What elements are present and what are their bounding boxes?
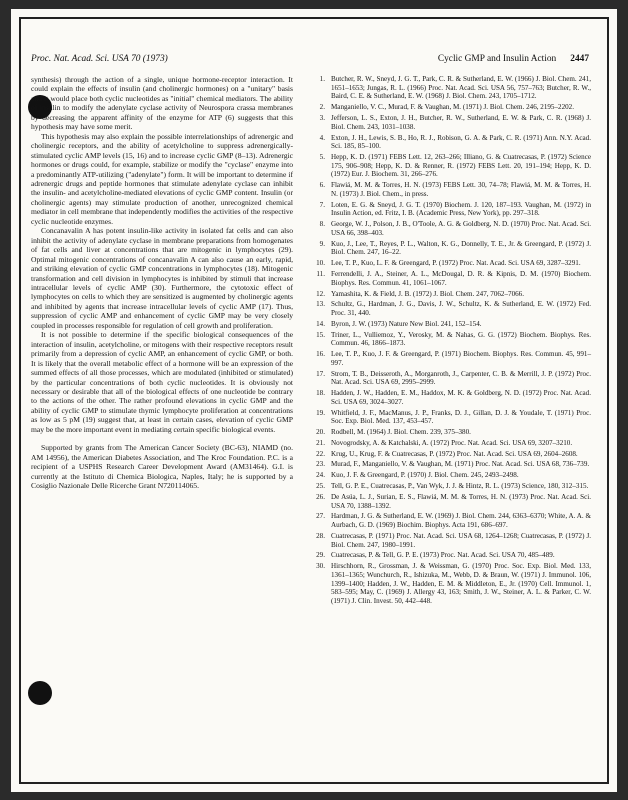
reference-number: 22. — [316, 449, 325, 458]
page-number: 2447 — [570, 54, 589, 64]
reference-text: Exton, J. H., Lewis, S. B., Ho, R. J., Robison, G. A. & Park, C. R. (1971) Ann. N.Y. Acad. Sci. 185, 85–100. — [331, 133, 591, 151]
article-title: Cyclic GMP and Insulin Action — [437, 54, 557, 64]
reference-item — [307, 181, 591, 198]
reference-item — [307, 201, 591, 218]
reference-number: 11. — [316, 270, 325, 278]
reference-item — [307, 471, 591, 480]
reference-text: Cuatrecasas, P. & Tell, G. P. E. (1973) Proc. Nat. Acad. Sci. USA 70, 485–489. — [331, 551, 555, 560]
reference-number: 5. — [319, 153, 325, 161]
body-paragraph-4: It is not possible to determine if the specific biological consequences of the interaction of insulin, acetylcholine, or mitogens with their respective receptors result primarily from a depression of cyclic AMP, an enhancement of cyclic GMP, or both. It is likely that the overall metabolic effect of a hormone will be an expression of the summed effects of all those processes, which are modulated (inhibited or stimulated) by the particular concentrations of both cyclic nucleotides. It is obviously not necessary or desirable that all of the biological effects of one nucleotide be contrary to the actions of the other. The rather profound elevations in cyclic GMP and the ability of cyclic GMP to stimulate thymic lymphocyte proliferation at concentrations as low as 5 pM (19) suggest that, at least in certain cases, elevation of cyclic GMP may be the more important event in mediating certain specific biological events. — [31, 330, 293, 434]
reference-item — [307, 428, 591, 437]
body-paragraph-3: Concanavalin A has potent insulin-like activity in isolated fat cells and can also inhibit the activity of adenylate cyclase in membrane preparations from homogenates of fat cells and liver at concentrations that are mitogenic in lymphocytes (29). Optimal mitogenic concentrations of concanavalin A can also cause an early, rapid, and striking elevation of cyclic GMP concentrations in lymphocytes (18). Mitogenic transformation and cell division in lymphocytes is inhibited by stimuli that increase intracellular levels of cyclic AMP (30). Furthermore, the cytotoxic effect of lymphocytes on cells to which they are sensitized is augmented by cholinergic agents and inhibited by agents that increase intracellular levels of cyclic AMP (17). Thus, suppression of cyclic AMP and enhancement of cyclic GMP may be very closely coupled in processes responsible for regulation of cell growth and proliferation. — [31, 226, 293, 330]
reference-item — [307, 512, 591, 529]
reference-text: Hepp, K. D. (1971) FEBS Lett. 12, 263–266; Illiano, G. & Cuatrecasas, P. (1972) Science 175, 906–908; Hepp, K. D. & Renner, R. (1972) FEBS Lett. 20, 191–194; Hepp, K. D. (1972) Eur. J. Biochem. 31, 266–276. — [331, 153, 591, 179]
reference-item — [307, 389, 591, 406]
journal-citation: Proc. Nat. Acad. Sci. USA 70 (1973) — [31, 54, 168, 64]
reference-item — [307, 75, 591, 101]
reference-item — [307, 300, 591, 317]
reference-number: 1. — [319, 75, 325, 83]
reference-item — [307, 153, 591, 179]
reference-text: Schultz, G., Hardman, J. G., Davis, J. W., Schultz, K. & Sutherland, E. W. (1972) Fed. Proc. 31, 440. — [331, 300, 591, 317]
reference-number: 28. — [316, 531, 325, 540]
reference-text: De Asúa, L. J., Surian, E. S., Flawiá, M. M. & Torres, H. N. (1973) Proc. Nat. Acad. Sci. USA 70, 1388–1392. — [331, 492, 591, 510]
reference-item — [307, 240, 591, 257]
body-paragraph-2: This hypothesis may also explain the possible interrelationships of adrenergic and cholinergic receptors, and the ability of acetylcholine to suppress adrenergically-stimulated cyclic AMP levels (15, 16) and to increase cyclic GMP (8–13). Adrenergic hormones or drugs could, for example, stabilize or modify the "cyclase" enzyme into a predominantly ATP-utilizing ("adenylate") form. It will be important to determine if adrenergic drugs and peptide hormones that stimulate adenylate cyclase can inhibit the insulin- and acetylcholine-mediated elevations of cyclic GMP content. Insulin (or cholinergic agents) may stimulate production of another, unrecognized chemical mediator in cell membrane that independently modifies the activities of the respective cyclic nucleotide enzymes. — [31, 131, 293, 226]
reference-number: 23. — [316, 460, 325, 469]
reference-text: Tell, G. P. E., Cuatrecasas, P., Van Wyk, J. J. & Hintz, R. L. (1973) Science, 180, 312–315. — [331, 482, 589, 491]
reference-number: 16. — [316, 350, 325, 359]
reference-text: Strom, T. B., Deisseroth, A., Morganroth, J., Carpenter, C. B. & Merrill, J. P. (1972) Proc. Nat. Acad. Sci. USA 69, 2995–2999. — [331, 369, 591, 387]
reference-number: 18. — [316, 389, 325, 398]
reference-number: 21. — [316, 438, 325, 447]
reference-text: Yamashita, K. & Field, J. B. (1972) J. Biol. Chem. 247, 7062–7066. — [331, 289, 524, 298]
reference-text: Kuo, J. F. & Greengard, P. (1970) J. Biol. Chem. 245, 2493–2498. — [331, 471, 519, 480]
punch-hole-bottom — [28, 681, 52, 705]
reference-number: 2. — [319, 103, 325, 112]
reference-number: 8. — [319, 220, 325, 229]
reference-number: 30. — [316, 562, 325, 571]
reference-item — [307, 220, 591, 237]
reference-text: Byron, J. W. (1973) Nature New Biol. 241, 152–154. — [331, 319, 482, 328]
reference-item — [307, 439, 591, 448]
reference-text: Kuo, J., Lee, T., Reyes, P. L., Walton, K. G., Donnelly, T. E., Jr. & Greengard, P. (1972) J. Biol. Chem. 247, 16–22. — [331, 239, 591, 257]
reference-item — [307, 460, 591, 469]
reference-item — [307, 493, 591, 510]
reference-text: Novogrodsky, A. & Katchalski, A. (1972) Proc. Nat. Acad. Sci. USA 69, 3207–3210. — [331, 438, 573, 447]
reference-number: 4. — [319, 133, 325, 142]
reference-item — [307, 103, 591, 112]
reference-text: Manganiello, V. C., Murad, F. & Vaughan, M. (1971) J. Biol. Chem. 246, 2195–2202. — [331, 103, 574, 112]
reference-number: 24. — [316, 471, 325, 480]
reference-number: 12. — [316, 289, 325, 298]
reference-text: Ferrendelli, J. A., Steiner, A. L., McDougal, D. R. & Kipnis, D. M. (1970) Biochem. Biophys. Res. Commun. 41, 1061–1067. — [331, 270, 591, 287]
reference-item — [307, 134, 591, 151]
reference-item — [307, 114, 591, 131]
reference-item — [307, 562, 591, 606]
reference-number: 9. — [319, 239, 325, 248]
reference-number: 27. — [316, 512, 325, 521]
reference-text: Hardman, J. G. & Sutherland, E. W. (1969) J. Biol. Chem. 244, 6363–6370; White, A. A. & Aurbach, G. D. (1969) Biochim. Biophys. Acta 191, 686–697. — [331, 512, 591, 530]
reference-number: 3. — [319, 114, 325, 122]
reference-text: Hadden, J. W., Hadden, E. M., Haddox, M. K. & Goldberg, N. D. (1972) Proc. Nat. Acad. Sci. USA 69, 3024–3027. — [331, 389, 591, 406]
reference-text: Lee, T. P., Kuo, L. F. & Greengard, P. (1972) Proc. Nat. Acad. Sci. USA 69, 3287–3291. — [331, 259, 581, 268]
reference-text: Triner, L., Vulliemoz, Y., Verosky, M. & Nahas, G. G. (1972) Biochem. Biophys. Res. Commun. 46, 1866–1873. — [331, 330, 591, 348]
reference-item — [307, 320, 591, 329]
reference-number: 29. — [316, 551, 325, 560]
reference-item — [307, 350, 591, 367]
header-right — [438, 54, 589, 64]
reference-number: 7. — [319, 200, 325, 209]
reference-text: Cuatrecasas, P. (1971) Proc. Nat. Acad. Sci. USA 68, 1264–1268; Cuatrecasas, P. (1972) J. Biol. Chem. 247, 1980–1991. — [331, 531, 591, 549]
reference-item — [307, 482, 591, 491]
reference-text: Lee, T. P., Kuo, J. F. & Greengard, P. (1971) Biochem. Biophys. Res. Commun. 45, 991–997. — [331, 350, 591, 367]
reference-number: 15. — [316, 330, 325, 339]
reference-text: Whitfield, J. F., MacManus, J. P., Franks, D. J., Gillan, D. J. & Youdale, T. (1971) Proc. Soc. Exp. Biol. Med. 137, 453–457. — [331, 408, 591, 426]
reference-text: Flawiá, M. M. & Torres, H. N. (1973) FEBS Lett. 30, 74–78; Flawiá, M. M. & Torres, H. N. (1973) J. Biol. Chem., in press. — [331, 181, 591, 198]
reference-item — [307, 450, 591, 459]
reference-number: 25. — [316, 482, 325, 491]
reference-text: Hirschhorn, R., Grossman, J. & Weissman, G. (1970) Proc. Soc. Exp. Biol. Med. 133, 1361–1365; Wunchurch, R., Ishizuka, M., Webb, D. & Braun, W. (1971) J. Immunol. 106, 1399–1400; Hadden, J. W., Hadden, E. M. & Middleton, E., Jr. (1970) Cell. Immunol. 1, 583–595; May, C. (1969) J. Allergy 43, 163; Smith, J. W., Steiner, A. L. & Parker, C. W. (1971) J. Clin. Invest. 50, 442–448. — [331, 562, 591, 605]
reference-text: Jefferson, L. S., Exton, J. H., Butcher, R. W., Sutherland, E. W. & Park, C. R. (1968) J. Biol. Chem. 243, 1031–1038. — [331, 114, 591, 131]
reference-number: 6. — [319, 181, 325, 190]
reference-item — [307, 331, 591, 348]
body-text-column — [31, 75, 293, 490]
reference-item — [307, 259, 591, 268]
reference-item — [307, 532, 591, 549]
funding-footnote: Supported by grants from The American Cancer Society (BC-63), NIAMD (no. AM 14956), the American Diabetes Association, and The Kroc Foundation. P.C. is a recipient of a USPHS Research Career Development Award (AM31464). G.I. is currently at the Istituto di Chemica Biologica, Naples, Italy; he is supported by a Cosiglio Nazionale Delle Ricerche Grant N720114065. — [31, 443, 293, 491]
reference-text: Loten, E. G. & Sneyd, J. G. T. (1970) Biochem. J. 120, 187–193. Vaughan, M. (1972) in Insulin Action, ed. Fritz, I. B. (Academic Press, New York), pp. 297–318. — [331, 200, 591, 218]
reference-text: Butcher, R. W., Sneyd, J. G. T., Park, C. R. & Sutherland, E. W. (1966) J. Biol. Chem. 241, 1651–1653; Jungas, R. L. (1966) Proc. Nat. Acad. Sci. USA 56, 757–763; Butcher, R. W., Baird, C. E. & Sutherland, E. W. (1968) J. Biol. Chem. 243, 1705–1712. — [331, 75, 591, 101]
reference-number: 26. — [316, 492, 325, 501]
reference-text: Rodbell, M. (1964) J. Biol. Chem. 239, 375–380. — [331, 428, 471, 437]
reference-number: 14. — [316, 319, 325, 328]
reference-number: 10. — [316, 259, 325, 268]
reference-text: George, W. J., Polson, J. B., O'Toole, A. G. & Goldberg, N. D. (1970) Proc. Nat. Acad. Sci. USA 66, 398–403. — [331, 220, 591, 237]
references-list — [307, 75, 591, 608]
reference-number: 17. — [316, 369, 325, 378]
reference-item — [307, 270, 591, 287]
reference-item — [307, 370, 591, 387]
reference-number: 19. — [316, 408, 325, 417]
reference-item — [307, 409, 591, 426]
document-page — [11, 9, 617, 792]
reference-item — [307, 290, 591, 299]
running-header — [31, 54, 589, 66]
reference-item — [307, 551, 591, 560]
body-paragraph-1: synthesis) through the action of a single, unique hormone-receptor interaction. It could explain the effects of insulin (and cholinergic hormones) on a "unitary" basis and it would place both cyclic nucleotides as "initial" chemical mediators. The ability of insulin to modify the adenylate cyclase activity of Neurospora crassa membranes by decreasing the apparent affinity of the enzyme for ATP (6) suggests that this hypothesis may have some merit. — [31, 75, 293, 132]
reference-text: Murad, F., Manganiello, V. & Vaughan, M. (1971) Proc. Nat. Acad. Sci. USA 68, 736–739. — [331, 460, 590, 469]
reference-text: Krug, U., Krug, F. & Cuatrecasas, P. (1972) Proc. Nat. Acad. Sci. USA 69, 2604–2608. — [331, 449, 578, 458]
reference-number: 20. — [316, 428, 325, 437]
reference-number: 13. — [316, 300, 325, 309]
